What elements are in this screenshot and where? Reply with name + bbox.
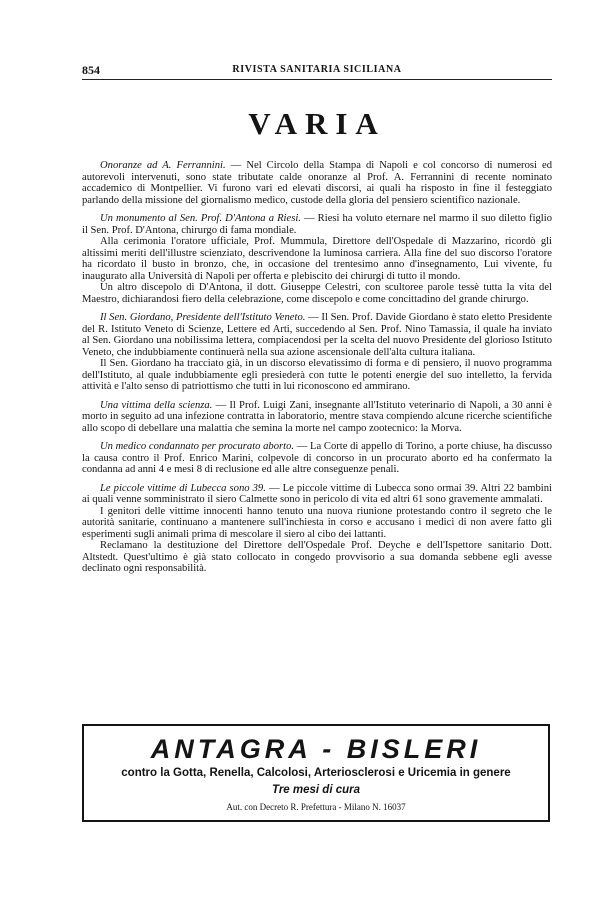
page-number: 854 [82, 63, 100, 77]
article-text: — Riesi ha voluto eternare nel marmo il suo diletto figlio il Sen. Prof. D'Antona, chirurgo di fama mondiale. [82, 213, 552, 236]
article-heading: Un monumento al Sen. Prof. D'Antona a Riesi. [100, 213, 301, 224]
article-text: — Il Sen. Prof. Davide Giordano è stato eletto Presidente del R. Istituto Veneto di Scienze, Lettere ed Arti, succedendo al Sen. Prof. Nino Tamassia, il quale ha inviato al Sen. Giordano una nobilissima lettera, compiacendosi per la scelta del nuovo Presidente del glorioso Istituto Veneto, che indubbiamente continuerà nella sua azione ascensionale dell'alta cultura italiana. [82, 312, 553, 358]
advertisement-box [82, 724, 550, 822]
running-header [82, 63, 552, 77]
article-onoranze-ferrannini [82, 160, 552, 206]
section-title: VARIA [248, 106, 386, 141]
ad-subtitle: contro la Gotta, Renella, Calcolosi, Arteriosclerosi e Uricemia in genere [121, 767, 511, 779]
article-text: — Nel Circolo della Stampa di Napoli e col concorso di numerosi ed autorevoli intervenuti, sono state tributate calde onoranze al Prof. A. Ferrannini di recente nominato accademico di Montpellier. Vi furono vari ed elevati discorsi, ai quali ha risposto in fine il festeggiato parlando della missione del giornalismo medico, custode della gloria del pensiero scientifico nazionale. [82, 160, 552, 206]
article-body [82, 160, 552, 575]
article-heading: Le piccole vittime di Lubecca sono 39. [100, 482, 266, 494]
article-heading: Un medico condannato per procurato aborto. [100, 441, 295, 452]
article-heading: Il Sen. Giordano, Presidente dell'Istituto Veneto. [100, 312, 306, 323]
article-paragraph: Il Sen. Giordano ha tracciato già, in un discorso elevatissimo di forma e di pensiero, il nuovo programma dell'Istituto, al quale indubbiamente egli presiederà con tutte le potenti energie del suo intelletto, la fervida attività e l'alto senso di patriottismo che tutti in lui riconoscono ed ammirano. [82, 358, 552, 392]
article-paragraph: Reclamano la destituzione del Direttore dell'Ospedale Prof. Deyche e dell'Ispettore sanitario Dott. Altstedt. Quest'ultimo è già stato collocato in congedo provvisorio a sua domanda sebbene egli avesse declinato ogni responsabilità. [82, 540, 552, 574]
article-giordano-istituto-veneto [82, 312, 552, 358]
article-heading: Onoranze ad A. Ferrannini. [100, 160, 226, 171]
article-vittima-scienza [82, 400, 552, 435]
article-heading: Una vittima della scienza. [100, 399, 213, 411]
article-paragraph: Un altro discepolo di D'Antona, il dott. Giuseppe Celestri, con scultoree parole tessè tutta la vita del Maestro, dichiarandosi fiero della celebrazione, come discepolo e come concittadino del grande chirurgo. [82, 282, 552, 305]
article-text: — Le piccole vittime di Lubecca sono ormai 39. Altri 22 bambini ai quali venne somministrato il siero Calmette sono in pericolo di vita ed altri 61 sono gravemente ammalati. [82, 482, 552, 505]
header-rule [82, 79, 552, 80]
article-monumento-dantona [82, 213, 552, 236]
article-vittime-lubecca [82, 483, 552, 506]
article-paragraph: Alla cerimonia l'oratore ufficiale, Prof. Mummula, Direttore dell'Ospedale di Mazzarino, ricordò gli altissimi meriti dell'illustre scienziato, descrivendone la luminosa carriera. Alla fine del suo discorso l'oratore ha ricordato il busto in bronzo, che, in occasione del trentesimo anno d'insegnamento, Lui vivente, fu inaugurato alla Università di Napoli per offerta e plebiscito dei chirurgi di tutto il mondo. [82, 236, 552, 282]
ad-authorization: Aut. con Decreto R. Prefettura - Milano N. 16037 [226, 802, 406, 812]
ad-cure-duration: Tre mesi di cura [272, 784, 360, 796]
article-text: — Il Prof. Luigi Zani, insegnante all'Istituto veterinario di Napoli, a 30 anni è morto in seguito ad una infezione contratta in laboratorio, mentre stava compiendo alcune ricerche scientifiche allo scopo di debellare una malattia che semina la morte nel campo zootecnico: la Morva. [82, 399, 552, 434]
article-paragraph: I genitori delle vittime innocenti hanno tenuto una nuova riunione protestando contro il segreto che le autorità sanitarie, continuano a mantenere sull'inchiesta in corso e accusano i medici di non avere fatto gli esperimenti sugli animali prima di mescolare il siero al cibo dei lattanti. [82, 505, 552, 540]
ad-brand: ANTAGRA - BISLERI [150, 734, 482, 764]
article-medico-condannato [82, 441, 552, 476]
journal-title: RIVISTA SANITARIA SICILIANA [232, 64, 402, 75]
article-text: — La Corte di appello di Torino, a porte chiuse, ha discusso la causa contro il Prof. Enrico Marini, colpevole di concorso in un procurato aborto ed ha confermato la condanna ad anni 4 e mesi 8 di reclusione ed alle altre conseguenze penali. [82, 441, 552, 475]
